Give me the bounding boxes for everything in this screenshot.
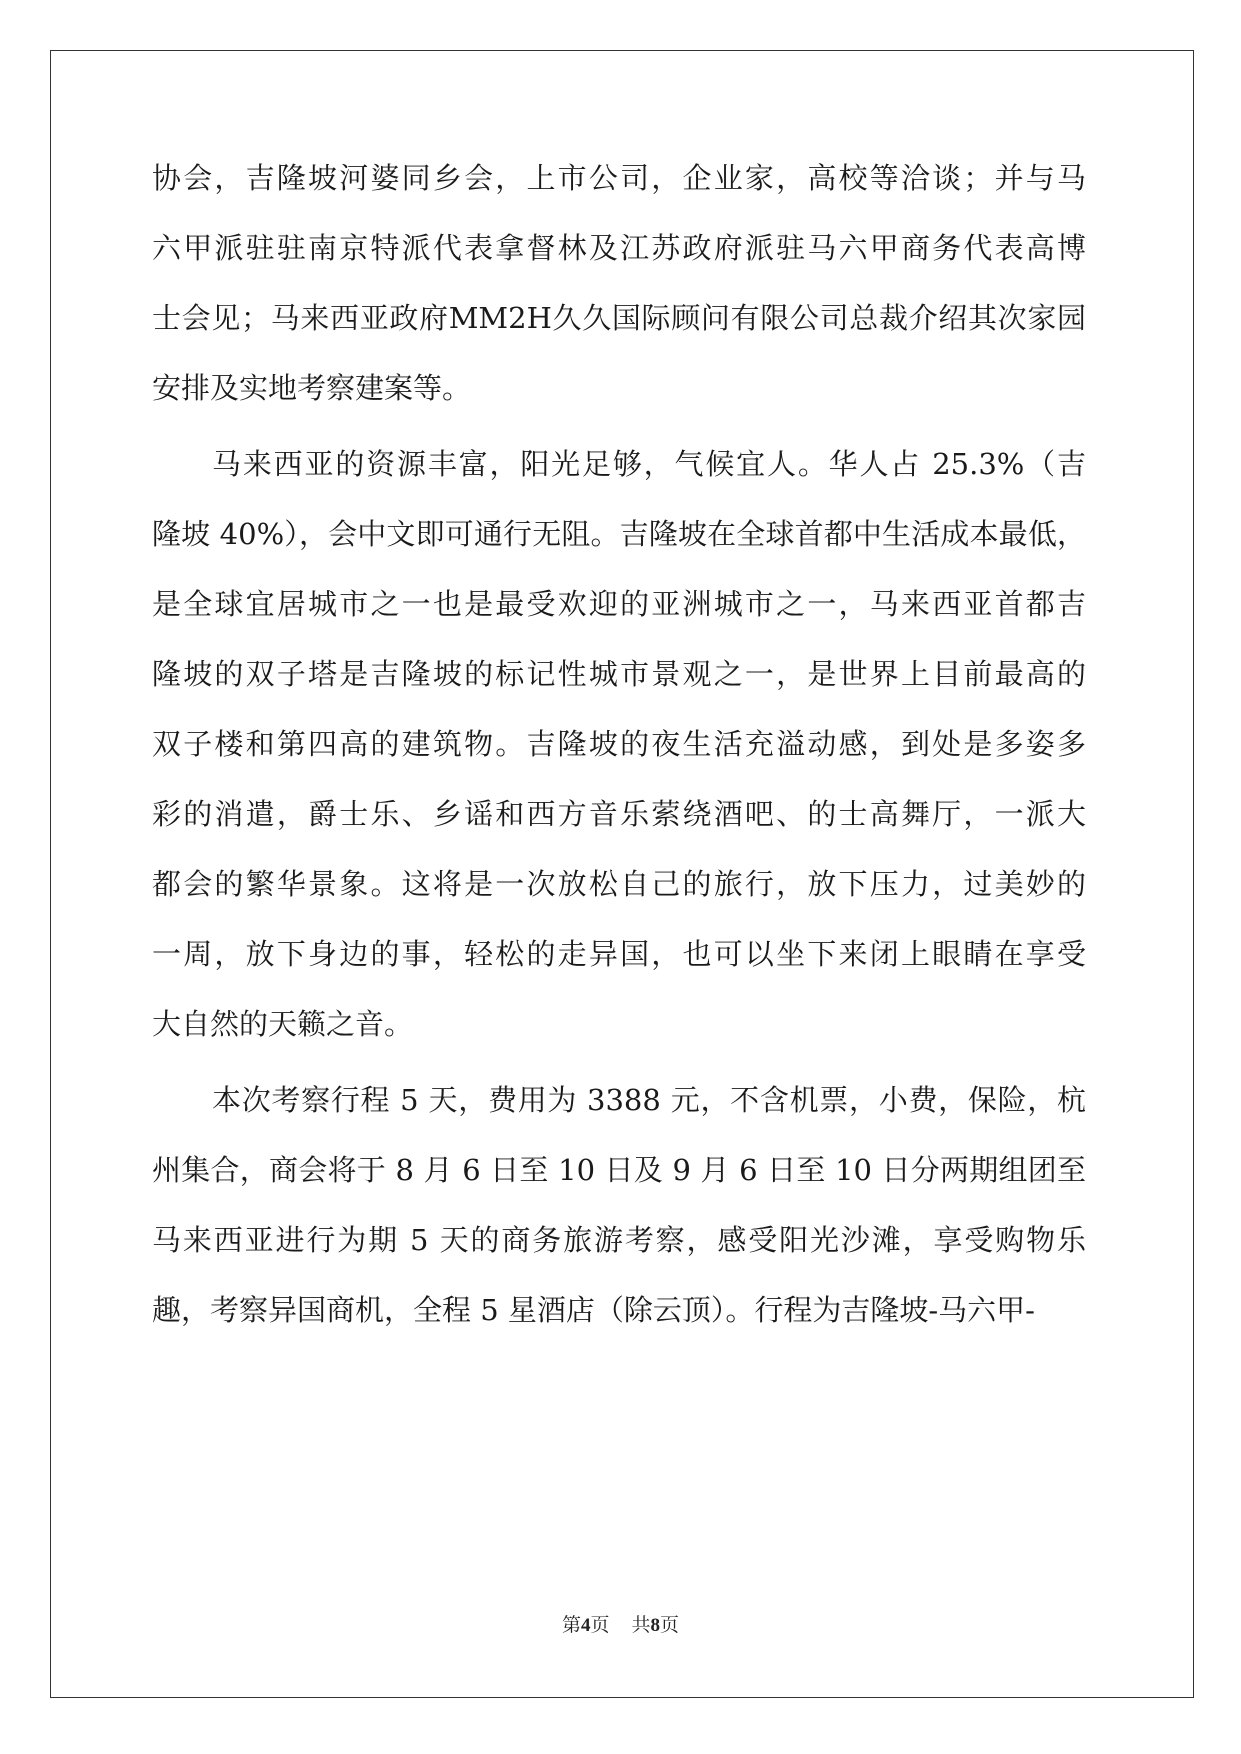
paragraph [152, 158, 1086, 438]
total-suffix: 页 [660, 1614, 680, 1636]
text-line: 隆坡的双子塔是吉隆坡的标记性城市景观之一，是世界上目前最高的 [152, 657, 1086, 691]
paragraph [152, 1080, 1086, 1360]
text-line: 六甲派驻驻南京特派代表拿督林及江苏政府派驻马六甲商务代表高博 [152, 231, 1086, 265]
document-body [152, 158, 1086, 1360]
text-line: 双子楼和第四高的建筑物。吉隆坡的夜生活充溢动感，到处是多姿多 [152, 727, 1086, 761]
text-line: 隆坡 40%），会中文即可通行无阻。吉隆坡在全球首都中生活成本最低， [152, 517, 1086, 551]
paragraph [152, 444, 1086, 1074]
text-line: 州集合，商会将于 8 月 6 日至 10 日及 9 月 6 日至 10 日分两期组团至 [152, 1153, 1086, 1187]
text-line: 安排及实地考察建案等。 [152, 371, 472, 405]
text-line: 本次考察行程 5 天，费用为 3388 元，不含机票，小费，保险，杭 [212, 1083, 1086, 1117]
text-line: 一周，放下身边的事，轻松的走异国，也可以坐下来闭上眼睛在享受 [152, 937, 1086, 971]
text-line: 士会见；马来西亚政府MM2H久久国际顾问有限公司总裁介绍其次家园 [152, 301, 1086, 335]
text-line: 协会，吉隆坡河婆同乡会，上市公司，企业家，高校等洽谈；并与马 [152, 161, 1086, 195]
page-number: 4 [580, 1615, 591, 1636]
text-line: 彩的消遣，爵士乐、乡谣和西方音乐萦绕酒吧、的士高舞厅，一派大 [152, 797, 1086, 831]
page-footer [0, 1610, 1241, 1637]
text-line: 马来西亚的资源丰富，阳光足够，气候宜人。华人占 25.3%（吉 [212, 447, 1086, 481]
text-line: 大自然的天籁之音。 [152, 1007, 414, 1041]
text-line: 马来西亚进行为期 5 天的商务旅游考察，感受阳光沙滩，享受购物乐 [152, 1223, 1086, 1257]
total-prefix: 共 [631, 1614, 651, 1636]
page-suffix: 页 [590, 1614, 610, 1636]
text-line: 都会的繁华景象。这将是一次放松自己的旅行，放下压力，过美妙的 [152, 867, 1086, 901]
text-line: 趣，考察异国商机，全程 5 星酒店（除云顶）。行程为吉隆坡-马六甲- [152, 1293, 1035, 1327]
text-line: 是全球宜居城市之一也是最受欢迎的亚洲城市之一，马来西亚首都吉 [152, 587, 1086, 621]
total-pages: 8 [650, 1615, 661, 1636]
page-prefix: 第 [561, 1614, 581, 1636]
